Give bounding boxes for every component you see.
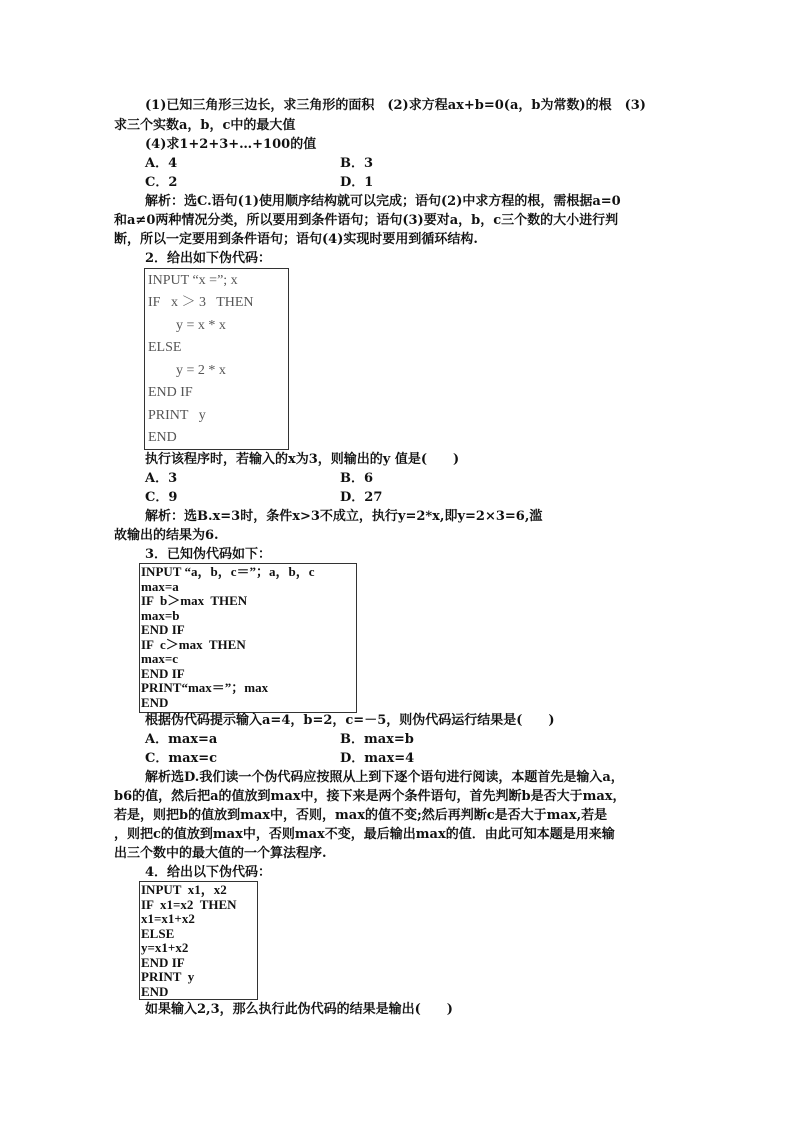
q2-question: 执行该程序时，若输入的x为3，则输出的y 值是( ) <box>145 452 460 467</box>
q3-code-line: max=a <box>141 579 179 594</box>
q3-code-line: PRINT“max＝”；max <box>141 680 269 695</box>
q4-question: 如果输入2,3，那么执行此伪代码的结果是输出( ) <box>145 1002 453 1017</box>
q1-option-b: B．3 <box>340 156 374 171</box>
q4-code-line: IF x1=x2 THEN <box>141 897 237 912</box>
q3-analysis-2: b6的值，然后把a的值放到max中，接下来是两个条件语句，首先判断b是否大于max， <box>114 789 626 804</box>
q3-code-line: END IF <box>141 622 185 637</box>
q4-title: 4．给出以下伪代码： <box>145 865 272 880</box>
q1-analysis-1: 解析：选C.语句(1)使用顺序结构就可以完成；语句(2)中求方程的根，需根据a=0 <box>145 194 621 209</box>
q4-code-line: ELSE <box>141 926 175 941</box>
q3-option-d: D．max=4 <box>340 751 415 766</box>
q3-analysis-4: ，则把c的值放到max中，否则max不变，最后输出max的值．由此可知本题是用来输 <box>114 827 615 842</box>
q3-option-a: A．max=a <box>145 732 218 747</box>
q2-option-d: D．27 <box>340 490 383 505</box>
q1-option-a: A．4 <box>145 156 178 171</box>
q2-option-b: B．6 <box>340 471 374 486</box>
q2-code-line: ELSE <box>148 340 182 355</box>
q4-code-line: INPUT x1，x2 <box>141 882 227 897</box>
q3-option-c: C．max=c <box>145 751 218 766</box>
q2-code-box <box>144 268 289 450</box>
q2-option-c: C．9 <box>145 490 178 505</box>
q3-title: 3．已知伪代码如下： <box>145 547 272 562</box>
q3-option-b: B．max=b <box>340 732 414 747</box>
q3-code-line: IF b＞max THEN <box>141 593 248 608</box>
q1-option-d: D．1 <box>340 175 374 190</box>
q2-code-line: PRINT y <box>148 408 206 423</box>
q3-code-line: max=b <box>141 608 180 623</box>
q1-line3: (4)求1+2+3+…+100的值 <box>145 137 317 152</box>
q4-code-line: x1=x1+x2 <box>141 911 195 926</box>
q2-code-line: IF x ＞ 3 THEN <box>148 295 254 310</box>
q2-code-line: y = 2 * x <box>148 363 226 378</box>
q1-line1: (1)已知三角形三边长，求三角形的面积 (2)求方程ax+b=0(a，b为常数)的根 (3) <box>145 98 646 113</box>
q2-title: 2．给出如下伪代码： <box>145 251 272 266</box>
q1-line2: 求三个实数a，b，c中的最大值 <box>114 118 296 133</box>
q1-option-c: C．2 <box>145 175 178 190</box>
q3-code-line: IF c＞max THEN <box>141 637 246 652</box>
q4-code-line: y=x1+x2 <box>141 940 189 955</box>
q4-code-line: END <box>141 984 169 999</box>
q3-code-box <box>139 563 357 713</box>
q3-code-line: INPUT “a，b，c＝”；a，b，c <box>141 564 315 579</box>
q1-analysis-3: 断，所以一定要用到条件语句；语句(4)实现时要用到循环结构. <box>114 232 478 247</box>
q3-analysis-1: 解析选D.我们读一个伪代码应按照从上到下逐个语句进行阅读，本题首先是输入a， <box>145 770 624 785</box>
q2-code-line: INPUT “x =”; x <box>148 273 238 288</box>
q4-code-line: END IF <box>141 955 185 970</box>
q4-code-box <box>139 881 258 1000</box>
q4-code-line: PRINT y <box>141 969 195 984</box>
q3-analysis-5: 出三个数中的最大值的一个算法程序. <box>114 846 327 861</box>
q3-code-line: END IF <box>141 666 185 681</box>
q3-code-line: END <box>141 695 169 710</box>
q3-analysis-3: 若是，则把b的值放到max中，否则，max的值不变;然后再判断c是否大于max,若是 <box>114 808 608 823</box>
q3-question: 根据伪代码提示输入a=4，b=2，c=－5，则伪代码运行结果是( ) <box>145 713 555 728</box>
q2-code-line: y = x * x <box>148 318 226 333</box>
q2-analysis-1: 解析：选B.x=3时，条件x>3不成立，执行y=2*x,即y=2×3=6,滥 <box>145 509 543 524</box>
q2-analysis-2: 故输出的结果为6. <box>114 528 219 543</box>
q3-code-line: max=c <box>141 651 179 666</box>
q2-code-line: END IF <box>148 385 193 400</box>
q2-code-line: END <box>148 430 177 445</box>
q2-option-a: A．3 <box>145 471 178 486</box>
q1-analysis-2: 和a≠0两种情况分类，所以要用到条件语句；语句(3)要对a，b，c三个数的大小进行判 <box>114 213 619 228</box>
